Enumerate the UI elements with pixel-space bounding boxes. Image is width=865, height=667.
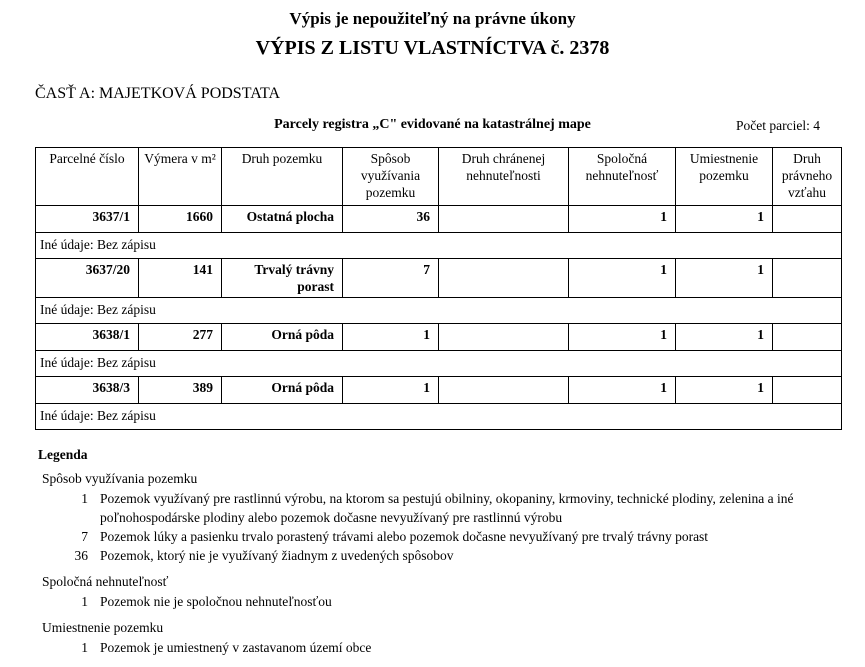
protected-type-cell	[439, 324, 569, 351]
legend-item	[38, 528, 865, 547]
col-header-land-type: Druh pozemku	[222, 148, 343, 206]
legend-item	[38, 490, 865, 528]
parcel-row	[36, 258, 842, 298]
land-type-cell: Ostatná plocha	[222, 205, 343, 232]
legend-group-location	[38, 620, 865, 658]
location-cell: 1	[676, 377, 773, 404]
legal-relation-cell	[773, 377, 842, 404]
parcel-count-label: Počet parciel: 4	[736, 118, 820, 133]
legal-relation-cell	[773, 258, 842, 298]
parcel-row	[36, 324, 842, 351]
common-property-cell: 1	[569, 377, 676, 404]
legend-item-text: Pozemok je umiestnený v zastavanom území obce	[100, 639, 372, 655]
parcel-number-cell: 3638/3	[36, 377, 139, 404]
legend-group-heading: Umiestnenie pozemku	[42, 619, 164, 635]
legend-item-code: 1	[81, 639, 88, 655]
legend-item	[38, 593, 865, 612]
table-header-row	[36, 148, 842, 206]
col-header-parcel-number: Parcelné číslo	[36, 148, 139, 206]
legend-title: Legenda	[38, 447, 88, 463]
other-data-row	[36, 404, 842, 430]
legend-group-usage	[38, 471, 865, 566]
area-cell: 141	[139, 258, 222, 298]
col-header-protected: Druh chránenej nehnuteľnosti	[439, 148, 569, 206]
legend-item-code: 1	[81, 491, 88, 507]
col-header-area: Výmera v m²	[139, 148, 222, 206]
parcel-row	[36, 205, 842, 232]
parcel-row	[36, 377, 842, 404]
legend-group-heading: Spôsob využívania pozemku	[42, 471, 198, 487]
area-cell: 1660	[139, 205, 222, 232]
col-header-location: Umiestnenie pozemku	[676, 148, 773, 206]
usage-code-cell: 1	[343, 377, 439, 404]
other-data-cell: Iné údaje: Bez zápisu	[36, 404, 842, 430]
common-property-cell: 1	[569, 324, 676, 351]
land-type-cell: Orná pôda	[222, 377, 343, 404]
area-cell: 389	[139, 377, 222, 404]
location-cell: 1	[676, 324, 773, 351]
other-data-cell: Iné údaje: Bez zápisu	[36, 232, 842, 258]
parcels-table	[35, 147, 842, 430]
legend-item-code: 36	[74, 548, 88, 564]
col-header-common-property: Spoločná nehnuteľnosť	[569, 148, 676, 206]
common-property-cell: 1	[569, 205, 676, 232]
legend-item	[38, 639, 865, 658]
section-a-heading: ČASŤ A: MAJETKOVÁ PODSTATA	[35, 85, 281, 102]
table-caption-row	[0, 117, 865, 136]
legend-item-text: Pozemok lúky a pasienku trvalo porastený trávami alebo pozemok dočasne nevyužívaný pre trvalý trávny porast	[100, 529, 709, 545]
protected-type-cell	[439, 258, 569, 298]
other-data-row	[36, 298, 842, 324]
legend-item-text: Pozemok využívaný pre rastlinnú výrobu, na ktorom sa pestujú obilniny, okopaniny, krmoviny, technické plodiny, zelenina a iné poľnohospodárske plodiny alebo pozemok dočasne nevyužívaný pre rastlinnú výrobu	[100, 491, 794, 526]
col-header-usage: Spôsob využívania pozemku	[343, 148, 439, 206]
legend-item-text: Pozemok, ktorý nie je využívaný žiadnym z uvedených spôsobov	[100, 548, 454, 564]
parcel-number-cell: 3637/20	[36, 258, 139, 298]
protected-type-cell	[439, 205, 569, 232]
land-type-cell: Trvalý trávny porast	[222, 258, 343, 298]
parcel-number-cell: 3637/1	[36, 205, 139, 232]
other-data-row	[36, 351, 842, 377]
legend-item-text: Pozemok nie je spoločnou nehnuteľnosťou	[100, 593, 332, 609]
legend-item	[38, 547, 865, 566]
legal-relation-cell	[773, 205, 842, 232]
disclaimer-title: Výpis je nepoužiteľný na právne úkony	[289, 9, 576, 28]
legend-group-heading: Spoločná nehnuteľnosť	[42, 573, 169, 589]
area-cell: 277	[139, 324, 222, 351]
legend-item-code: 7	[81, 529, 88, 545]
common-property-cell: 1	[569, 258, 676, 298]
document-title: VÝPIS Z LISTU VLASTNÍCTVA č. 2378	[255, 37, 610, 59]
legal-relation-cell	[773, 324, 842, 351]
table-caption: Parcely registra „C" evidované na katastrálnej mape	[274, 117, 591, 132]
location-cell: 1	[676, 205, 773, 232]
usage-code-cell: 36	[343, 205, 439, 232]
legend-item-code: 1	[81, 593, 88, 609]
legend-section	[38, 447, 865, 657]
location-cell: 1	[676, 258, 773, 298]
protected-type-cell	[439, 377, 569, 404]
col-header-legal-relation: Druh právneho vzťahu	[773, 148, 842, 206]
other-data-row	[36, 232, 842, 258]
legend-group-common-property	[38, 574, 865, 612]
other-data-cell: Iné údaje: Bez zápisu	[36, 298, 842, 324]
parcel-number-cell: 3638/1	[36, 324, 139, 351]
usage-code-cell: 1	[343, 324, 439, 351]
other-data-cell: Iné údaje: Bez zápisu	[36, 351, 842, 377]
land-type-cell: Orná pôda	[222, 324, 343, 351]
usage-code-cell: 7	[343, 258, 439, 298]
